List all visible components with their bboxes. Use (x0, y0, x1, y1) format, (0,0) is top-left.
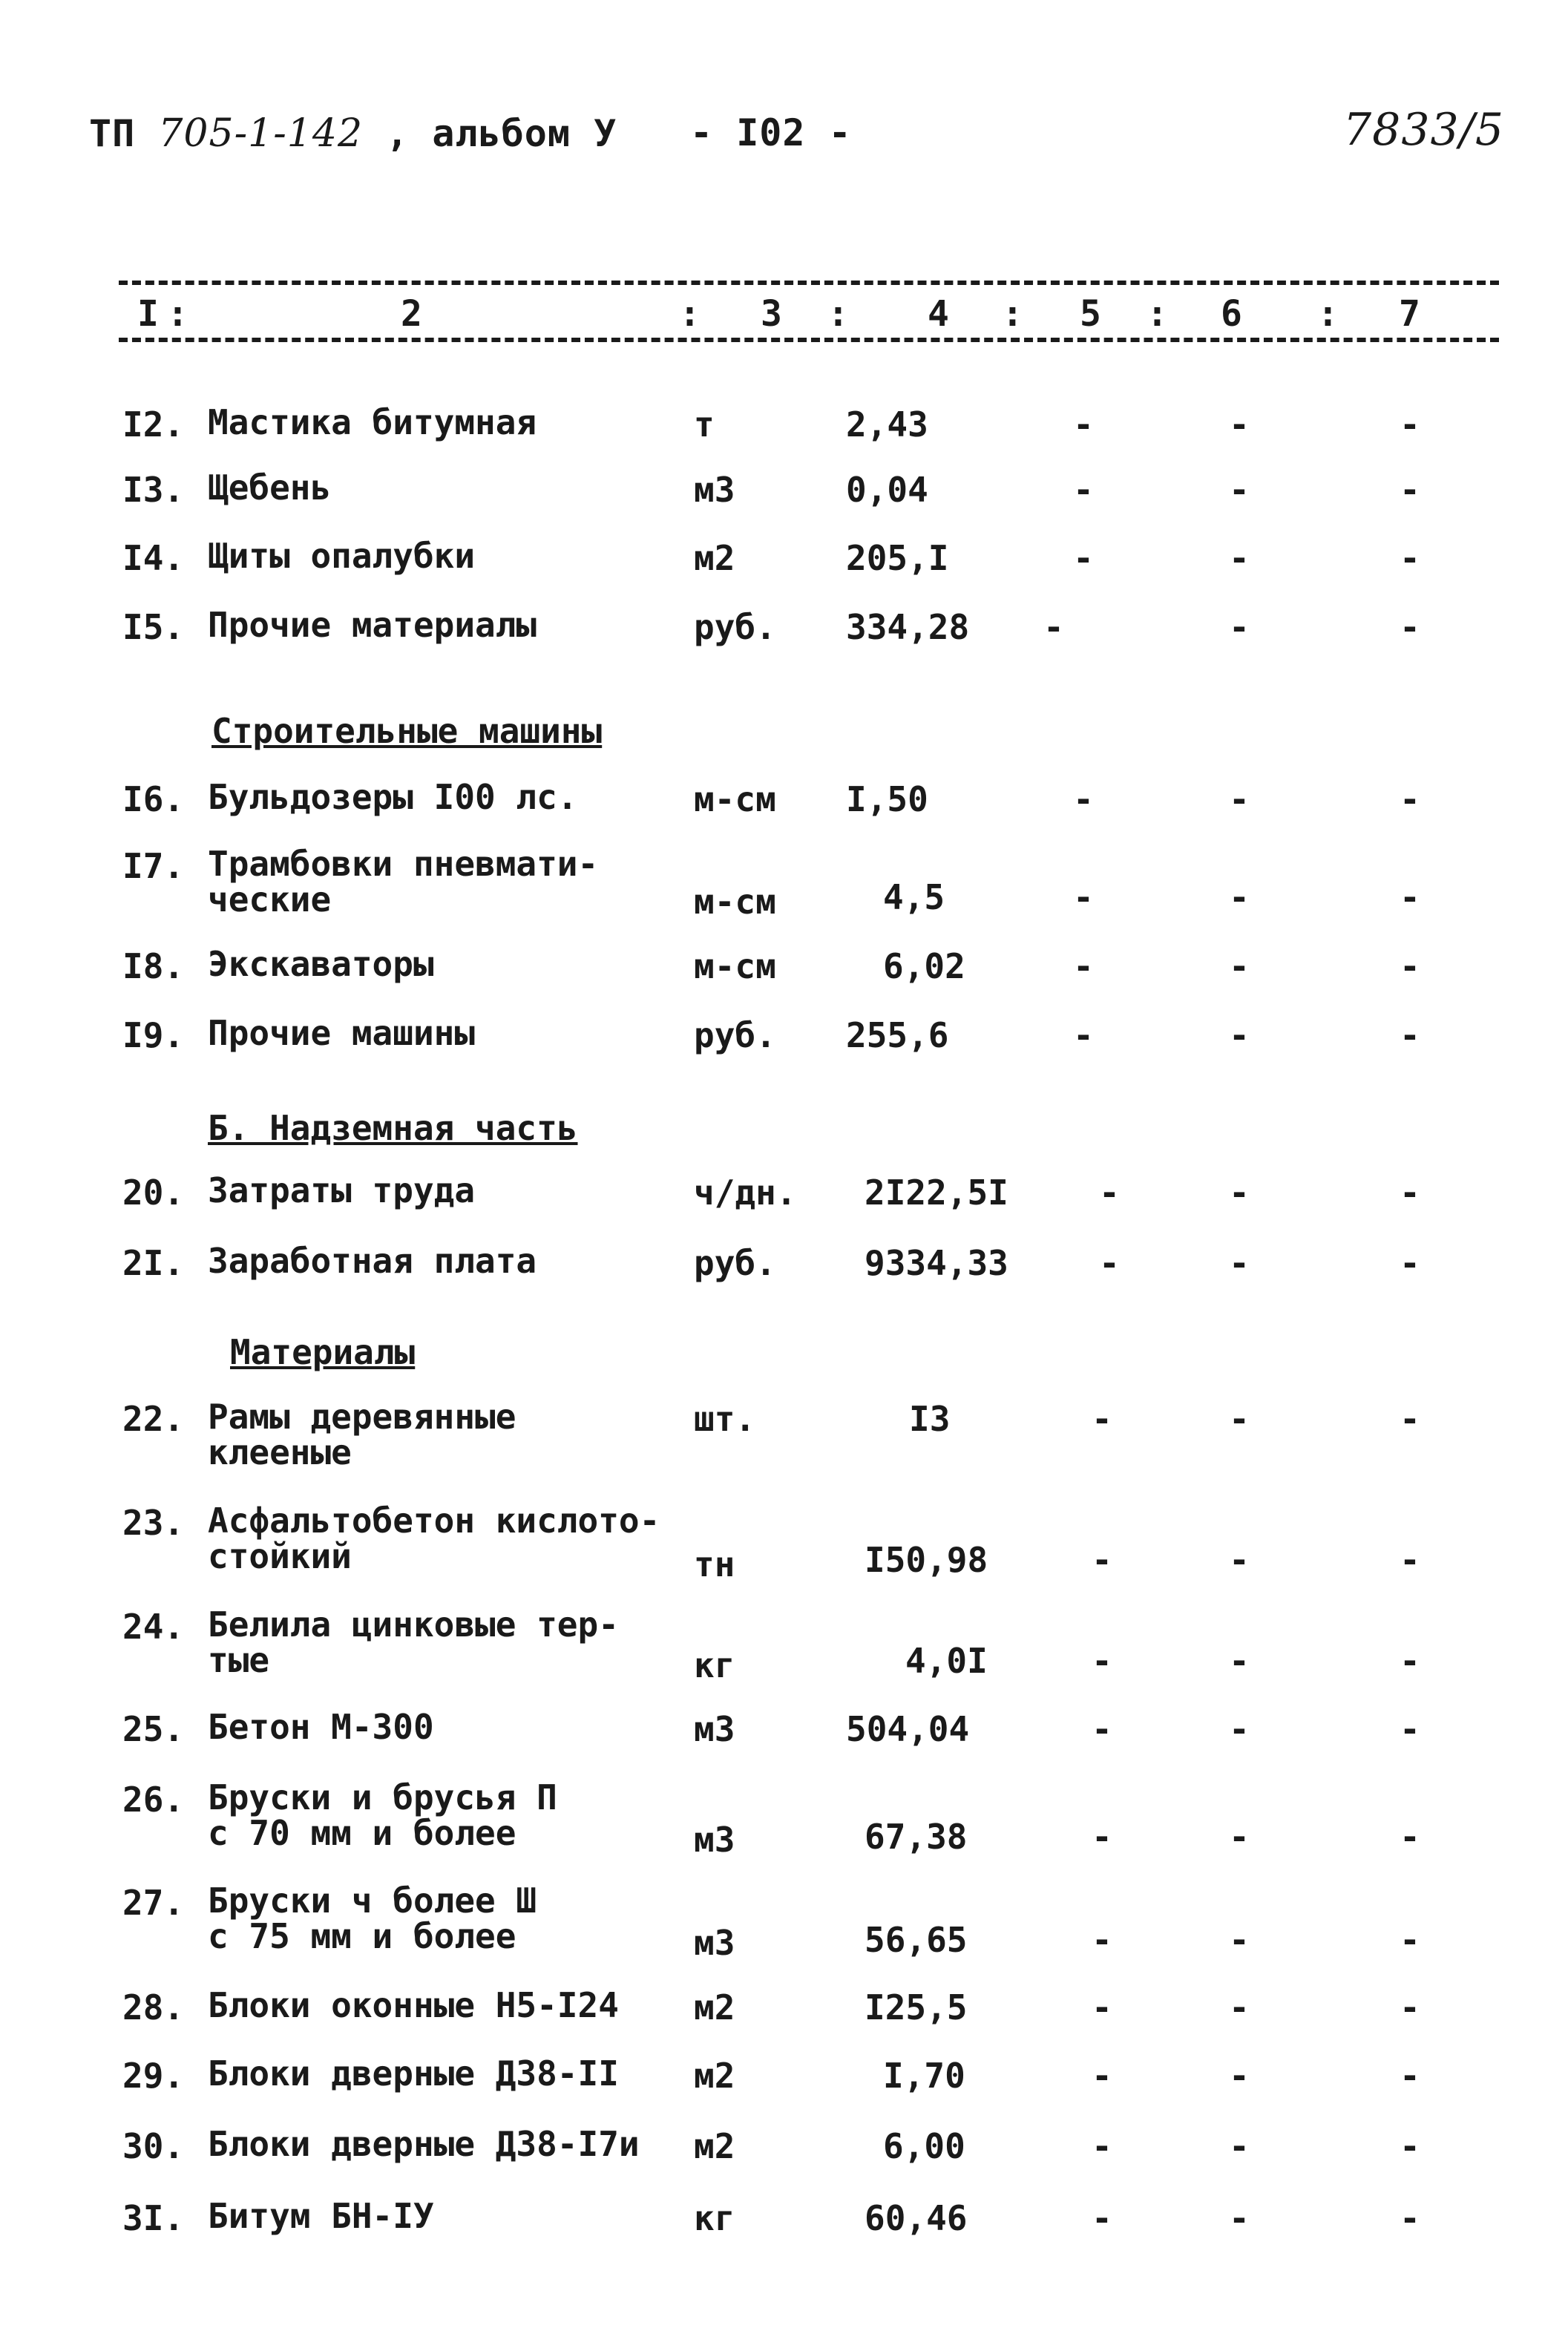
row-col5: - (1073, 779, 1094, 819)
row-name: Прочие материалы (208, 605, 537, 645)
row-value: 0,04 (846, 470, 928, 510)
row-unit: руб. (694, 1243, 776, 1283)
code-prefix: ТП (89, 112, 136, 155)
row-col7: - (1400, 877, 1420, 917)
row-col5: - (1092, 1987, 1112, 2027)
row-name: Блоки оконные Н5-I24 (208, 1985, 619, 2025)
row-col6: - (1229, 1709, 1250, 1749)
row-name: Бульдозеры I00 лс. (208, 777, 578, 817)
page-number: - I02 - (690, 111, 852, 154)
row-unit: кг (694, 2198, 735, 2238)
row-name: Рамы деревянные клееные (208, 1397, 516, 1472)
row-unit: тн (694, 1544, 735, 1584)
row-col5: - (1092, 1709, 1112, 1749)
row-col7: - (1400, 946, 1420, 986)
row-col6: - (1229, 1015, 1250, 1055)
row-number: 28. (122, 1987, 185, 2027)
album-label: , альбом У (386, 112, 617, 155)
row-name: Затраты труда (208, 1170, 476, 1210)
row-number: I5. (122, 607, 185, 647)
row-number: 25. (122, 1709, 185, 1749)
row-col6: - (1229, 877, 1250, 917)
row-col7: - (1400, 1987, 1420, 2027)
row-col5: - (1099, 1243, 1120, 1283)
row-value: 9334,33 (865, 1243, 1008, 1283)
row-col7: - (1400, 1817, 1420, 1857)
row-value: I,70 (883, 2056, 965, 2096)
row-number: 24. (122, 1607, 185, 1647)
row-unit: шт. (694, 1399, 756, 1439)
row-unit: руб. (694, 607, 776, 647)
row-col7: - (1400, 2056, 1420, 2096)
row-col7: - (1400, 1540, 1420, 1580)
row-value: 2,43 (846, 404, 928, 445)
row-unit: м-см (694, 882, 776, 922)
row-col7: - (1400, 779, 1420, 819)
row-number: I2. (122, 404, 185, 445)
row-number: 22. (122, 1399, 185, 1439)
row-value: 60,46 (865, 2198, 968, 2238)
row-number: I8. (122, 946, 185, 986)
row-col7: - (1400, 2198, 1420, 2238)
row-col5: - (1073, 404, 1094, 445)
row-col5: - (1073, 538, 1094, 578)
table-header-rule (119, 338, 1499, 342)
row-name: Мастика битумная (208, 402, 537, 442)
row-unit: м3 (694, 470, 735, 510)
col-7: 7 (1399, 293, 1420, 335)
row-col7: - (1400, 1641, 1420, 1681)
row-col5: - (1073, 946, 1094, 986)
row-number: I7. (122, 846, 185, 886)
row-col6: - (1229, 2198, 1250, 2238)
row-col7: - (1400, 1399, 1420, 1439)
row-col5: - (1073, 877, 1094, 917)
row-name: Асфальтобетон кислото- стойкий (208, 1501, 660, 1576)
row-name: Белила цинковые тер- тые (208, 1604, 619, 1680)
row-name: Бруски ч более Ш с 75 мм и более (208, 1881, 537, 1956)
row-col5: - (1092, 1641, 1112, 1681)
row-value: I3 (909, 1399, 951, 1439)
row-col5: - (1092, 2056, 1112, 2096)
row-number: 27. (122, 1883, 185, 1923)
col-2: 2 (401, 293, 422, 335)
row-number: 3I. (122, 2198, 185, 2238)
document-code (89, 111, 617, 156)
row-name: Блоки дверные Д38-II (208, 2053, 619, 2094)
section-title-machines: Строительные машины (211, 711, 603, 751)
row-value: 205,I (846, 538, 949, 578)
handwritten-stamp: 7833/5 (1343, 104, 1505, 156)
row-value: 4,0I (905, 1641, 988, 1681)
row-col6: - (1229, 404, 1250, 445)
row-name: Бруски и брусья П с 70 мм и более (208, 1777, 557, 1853)
section-title-materials: Материалы (230, 1332, 416, 1372)
row-name: Прочие машины (208, 1013, 476, 1053)
row-value: 334,28 (846, 607, 970, 647)
row-name: Трамбовки пневмати- ческие (208, 844, 599, 919)
row-unit: кг (694, 1645, 735, 1685)
row-number: 20. (122, 1173, 185, 1213)
row-unit: м2 (694, 2126, 735, 2166)
row-col6: - (1229, 946, 1250, 986)
col-sep: : (679, 293, 701, 335)
row-col5: - (1099, 1173, 1120, 1213)
row-col7: - (1400, 607, 1420, 647)
row-unit: ч/дн. (694, 1173, 797, 1213)
row-unit: м2 (694, 2056, 735, 2096)
row-number: 30. (122, 2126, 185, 2166)
col-sep: : (1002, 293, 1023, 335)
row-name: Экскаваторы (208, 944, 434, 984)
section-title-above-ground: Б. Надземная часть (208, 1108, 578, 1148)
row-unit: м3 (694, 1709, 735, 1749)
row-col7: - (1400, 1243, 1420, 1283)
row-col7: - (1400, 1920, 1420, 1960)
row-col6: - (1229, 1173, 1250, 1213)
row-col7: - (1400, 404, 1420, 445)
row-col6: - (1229, 1399, 1250, 1439)
col-sep: : (827, 293, 849, 335)
row-unit: м3 (694, 1820, 735, 1860)
row-value: 2I22,5I (865, 1173, 1008, 1213)
row-number: 26. (122, 1780, 185, 1820)
row-col6: - (1229, 1817, 1250, 1857)
row-name: Щебень (208, 468, 332, 508)
row-col6: - (1229, 1920, 1250, 1960)
row-col7: - (1400, 1709, 1420, 1749)
row-number: 29. (122, 2056, 185, 2096)
row-value: 4,5 (883, 877, 945, 917)
row-col6: - (1229, 1243, 1250, 1283)
table-top-rule (119, 281, 1499, 285)
row-col6: - (1229, 1641, 1250, 1681)
row-col6: - (1229, 470, 1250, 510)
row-col5: - (1043, 607, 1064, 647)
row-col5: - (1092, 1817, 1112, 1857)
row-value: 67,38 (865, 1817, 968, 1857)
row-name: Щиты опалубки (208, 536, 476, 576)
row-col5: - (1092, 2198, 1112, 2238)
row-col5: - (1092, 2126, 1112, 2166)
row-col7: - (1400, 1173, 1420, 1213)
row-number: I6. (122, 779, 185, 819)
col-sep: : (1147, 293, 1168, 335)
row-col6: - (1229, 2126, 1250, 2166)
row-unit: м2 (694, 1987, 735, 2027)
row-col7: - (1400, 470, 1420, 510)
row-value: 6,00 (883, 2126, 965, 2166)
row-col7: - (1400, 538, 1420, 578)
row-number: 23. (122, 1503, 185, 1543)
row-col7: - (1400, 1015, 1420, 1055)
col-6: 6 (1221, 293, 1242, 335)
row-unit: м-см (694, 946, 776, 986)
row-number: I9. (122, 1015, 185, 1055)
row-col5: - (1092, 1399, 1112, 1439)
row-col5: - (1092, 1920, 1112, 1960)
row-value: 504,04 (846, 1709, 970, 1749)
col-5: 5 (1080, 293, 1101, 335)
row-value: 6,02 (883, 946, 965, 986)
row-unit: м-см (694, 779, 776, 819)
row-col6: - (1229, 1987, 1250, 2027)
row-unit: руб. (694, 1015, 776, 1055)
row-col5: - (1073, 1015, 1094, 1055)
row-unit: т (694, 404, 715, 445)
row-value: I,50 (846, 779, 928, 819)
row-name: Бетон М-300 (208, 1707, 434, 1747)
row-unit: м2 (694, 538, 735, 578)
row-value: I50,98 (865, 1540, 988, 1580)
row-col5: - (1073, 470, 1094, 510)
row-name: Заработная плата (208, 1241, 537, 1281)
row-number: 2I. (122, 1243, 185, 1283)
col-3: 3 (761, 293, 782, 335)
row-col6: - (1229, 2056, 1250, 2096)
row-value: I25,5 (865, 1987, 968, 2027)
row-number: I4. (122, 538, 185, 578)
row-col6: - (1229, 538, 1250, 578)
row-unit: м3 (694, 1923, 735, 1963)
col-1: I (137, 293, 159, 335)
row-col6: - (1229, 607, 1250, 647)
row-value: 56,65 (865, 1920, 968, 1960)
row-col5: - (1092, 1540, 1112, 1580)
row-col6: - (1229, 779, 1250, 819)
row-name: Битум БН-IУ (208, 2196, 434, 2236)
row-col7: - (1400, 2126, 1420, 2166)
row-name: Блоки дверные Д38-I7и (208, 2124, 640, 2164)
row-value: 255,6 (846, 1015, 949, 1055)
handwritten-code: 705-1-142 (158, 111, 364, 156)
row-number: I3. (122, 470, 185, 510)
col-sep: : (167, 293, 188, 335)
col-4: 4 (928, 293, 949, 335)
row-col6: - (1229, 1540, 1250, 1580)
col-sep: : (1317, 293, 1339, 335)
